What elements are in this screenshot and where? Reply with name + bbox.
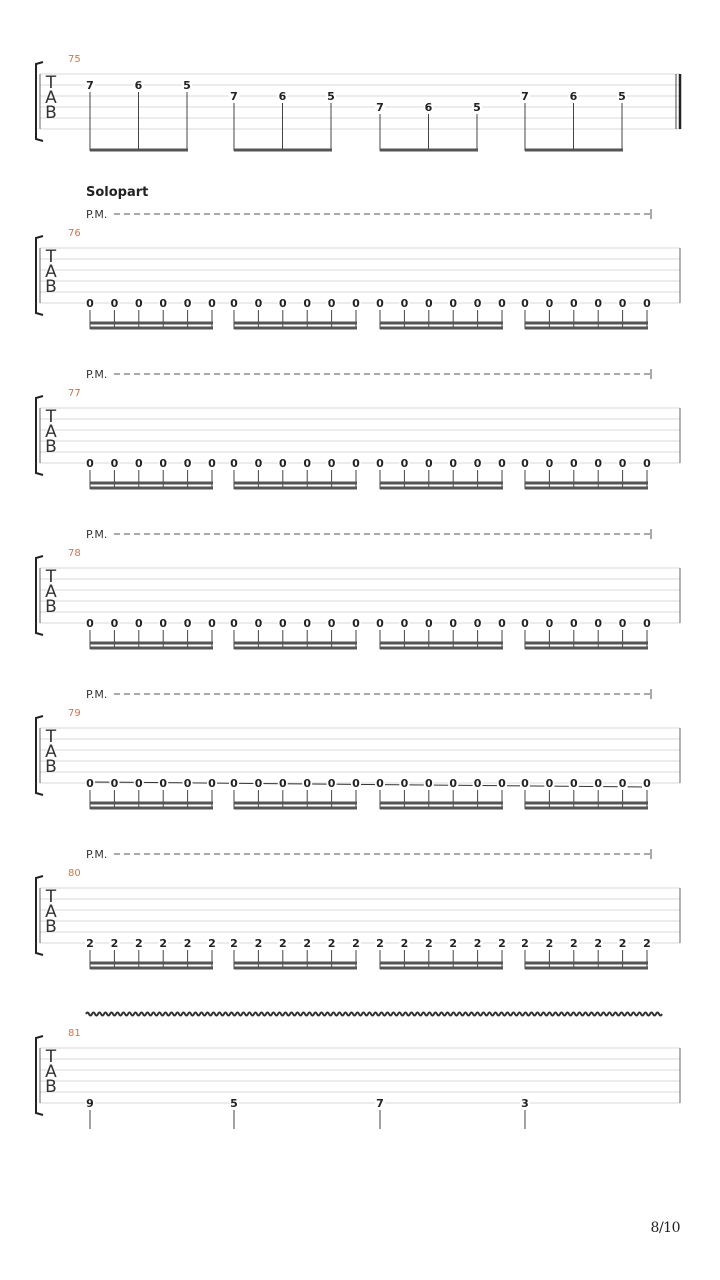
fret-number: 0 [521, 457, 529, 470]
fret-number: 0 [230, 777, 238, 790]
tab-clef-letter: T [45, 407, 57, 427]
fret-number: 0 [110, 457, 119, 470]
fret-number: 0 [183, 617, 192, 630]
fret-number: 0 [473, 297, 482, 310]
fret-number: 2 [110, 937, 119, 950]
fret-number: 0 [303, 457, 312, 470]
fret-number: 2 [498, 937, 506, 950]
fret-number: 2 [643, 937, 651, 950]
fret-number: 7 [230, 90, 238, 103]
fret-number: 0 [400, 457, 409, 470]
fret-number: 0 [86, 457, 94, 470]
fret-number: 7 [521, 90, 529, 103]
fret-number: 2 [230, 937, 238, 950]
fret-number: 0 [545, 617, 554, 630]
tab-clef-letter: B [45, 757, 57, 777]
fret-number: 0 [376, 777, 384, 790]
fret-number: 2 [521, 937, 529, 950]
fret-number: 0 [521, 777, 529, 790]
fret-number: 0 [400, 777, 409, 790]
tab-clef-letter: A [45, 902, 57, 922]
fret-number: 6 [424, 101, 433, 114]
fret-number: 0 [230, 617, 238, 630]
fret-number: 5 [183, 79, 191, 92]
fret-number: 0 [159, 777, 168, 790]
tab-clef-letter: B [45, 103, 57, 123]
fret-number: 0 [618, 617, 627, 630]
tab-clef-letter: T [45, 1047, 57, 1067]
fret-number: 0 [254, 777, 263, 790]
fret-number: 0 [594, 297, 603, 310]
fret-number: 0 [594, 457, 603, 470]
tab-clef-letter: A [45, 88, 57, 108]
tab-clef-letter: T [45, 727, 57, 747]
fret-number: 0 [449, 617, 458, 630]
fret-number: 2 [159, 937, 168, 950]
vibrato-line [86, 1013, 662, 1016]
fret-number: 0 [183, 297, 192, 310]
fret-number: 0 [424, 457, 433, 470]
fret-number: 7 [376, 1097, 384, 1110]
tab-clef-letter: A [45, 262, 57, 282]
fret-number: 0 [303, 297, 312, 310]
fret-number: 0 [498, 297, 506, 310]
fret-number: 0 [303, 777, 312, 790]
tab-clef-letter: T [45, 247, 57, 267]
fret-number: 0 [230, 297, 238, 310]
tab-clef-letter: A [45, 742, 57, 762]
fret-number: 0 [134, 457, 143, 470]
fret-number: 0 [521, 297, 529, 310]
measure-number: 80 [68, 868, 81, 879]
fret-number: 2 [208, 937, 216, 950]
fret-number: 0 [110, 617, 119, 630]
fret-number: 0 [569, 617, 578, 630]
tab-clef-letter: A [45, 582, 57, 602]
fret-number: 2 [183, 937, 192, 950]
fret-number: 0 [545, 457, 554, 470]
fret-number: 0 [424, 777, 433, 790]
tab-clef-letter: B [45, 917, 57, 937]
fret-number: 0 [183, 777, 192, 790]
fret-number: 2 [134, 937, 143, 950]
fret-number: 0 [254, 297, 263, 310]
fret-number: 0 [159, 297, 168, 310]
fret-number: 0 [594, 617, 603, 630]
fret-number: 0 [86, 297, 94, 310]
fret-number: 0 [278, 777, 287, 790]
fret-number: 5 [473, 101, 481, 114]
fret-number: 2 [473, 937, 482, 950]
fret-number: 2 [254, 937, 263, 950]
fret-number: 0 [618, 777, 627, 790]
fret-number: 0 [521, 617, 529, 630]
measure-number: 78 [68, 548, 81, 559]
tab-clef-letter: T [45, 887, 57, 907]
fret-number: 0 [278, 297, 287, 310]
fret-number: 2 [424, 937, 433, 950]
fret-number: 0 [376, 457, 384, 470]
fret-number: 2 [86, 937, 94, 950]
fret-number: 0 [303, 617, 312, 630]
fret-number: 0 [352, 777, 360, 790]
fret-number: 0 [545, 777, 554, 790]
fret-number: 0 [618, 457, 627, 470]
fret-number: 0 [424, 297, 433, 310]
page-number: 8/10 [650, 1220, 680, 1236]
fret-number: 0 [643, 777, 651, 790]
fret-number: 0 [569, 777, 578, 790]
fret-number: 0 [254, 617, 263, 630]
fret-number: 0 [643, 297, 651, 310]
fret-number: 2 [303, 937, 312, 950]
fret-number: 2 [400, 937, 409, 950]
measure-number: 81 [68, 1028, 81, 1039]
fret-number: 9 [86, 1097, 94, 1110]
fret-number: 6 [134, 79, 143, 92]
fret-number: 0 [183, 457, 192, 470]
fret-number: 0 [327, 777, 336, 790]
tab-clef-letter: B [45, 437, 57, 457]
fret-number: 0 [208, 617, 216, 630]
fret-number: 2 [545, 937, 554, 950]
fret-number: 0 [110, 297, 119, 310]
fret-number: 2 [352, 937, 360, 950]
measure-number: 75 [68, 54, 81, 65]
palm-mute-label: P.M. [86, 688, 108, 701]
fret-number: 0 [159, 457, 168, 470]
fret-number: 0 [594, 777, 603, 790]
fret-number: 0 [208, 457, 216, 470]
fret-number: 0 [376, 617, 384, 630]
fret-number: 0 [643, 457, 651, 470]
fret-number: 0 [473, 777, 482, 790]
fret-number: 2 [278, 937, 287, 950]
fret-number: 0 [134, 297, 143, 310]
fret-number: 0 [449, 457, 458, 470]
tab-clef-letter: A [45, 1062, 57, 1082]
fret-number: 0 [352, 297, 360, 310]
fret-number: 2 [618, 937, 627, 950]
fret-number: 0 [208, 297, 216, 310]
fret-number: 5 [618, 90, 626, 103]
fret-number: 0 [352, 617, 360, 630]
fret-number: 6 [278, 90, 287, 103]
tab-clef-letter: B [45, 597, 57, 617]
section-title: Solopart [86, 185, 149, 200]
palm-mute-label: P.M. [86, 368, 108, 381]
fret-number: 0 [327, 457, 336, 470]
fret-number: 0 [498, 617, 506, 630]
fret-number: 6 [569, 90, 578, 103]
fret-number: 0 [545, 297, 554, 310]
fret-number: 0 [327, 617, 336, 630]
fret-number: 5 [327, 90, 335, 103]
fret-number: 0 [473, 457, 482, 470]
palm-mute-label: P.M. [86, 528, 108, 541]
fret-number: 0 [110, 777, 119, 790]
fret-number: 0 [134, 617, 143, 630]
fret-number: 0 [278, 617, 287, 630]
fret-number: 0 [473, 617, 482, 630]
fret-number: 0 [498, 457, 506, 470]
fret-number: 0 [134, 777, 143, 790]
fret-number: 0 [159, 617, 168, 630]
measure-number: 77 [68, 388, 81, 399]
fret-number: 0 [569, 457, 578, 470]
fret-number: 0 [327, 297, 336, 310]
tab-clef-letter: A [45, 422, 57, 442]
tab-clef-letter: T [45, 73, 57, 93]
fret-number: 0 [376, 297, 384, 310]
fret-number: 2 [327, 937, 336, 950]
tab-clef-letter: T [45, 567, 57, 587]
fret-number: 3 [521, 1097, 529, 1110]
palm-mute-label: P.M. [86, 208, 108, 221]
fret-number: 0 [278, 457, 287, 470]
tab-clef-letter: B [45, 277, 57, 297]
fret-number: 2 [594, 937, 603, 950]
fret-number: 0 [400, 617, 409, 630]
fret-number: 0 [618, 297, 627, 310]
fret-number: 7 [376, 101, 384, 114]
fret-number: 0 [498, 777, 506, 790]
fret-number: 0 [208, 777, 216, 790]
fret-number: 0 [643, 617, 651, 630]
tab-clef-letter: B [45, 1077, 57, 1097]
fret-number: 0 [400, 297, 409, 310]
fret-number: 0 [424, 617, 433, 630]
measure-number: 76 [68, 228, 81, 239]
fret-number: 0 [449, 777, 458, 790]
fret-number: 2 [449, 937, 458, 950]
fret-number: 0 [86, 777, 94, 790]
fret-number: 0 [230, 457, 238, 470]
measure-number: 79 [68, 708, 81, 719]
fret-number: 7 [86, 79, 94, 92]
fret-number: 5 [230, 1097, 238, 1110]
fret-number: 2 [569, 937, 578, 950]
fret-number: 2 [376, 937, 384, 950]
fret-number: 0 [569, 297, 578, 310]
fret-number: 0 [352, 457, 360, 470]
palm-mute-label: P.M. [86, 848, 108, 861]
fret-number: 0 [254, 457, 263, 470]
fret-number: 0 [449, 297, 458, 310]
fret-number: 0 [86, 617, 94, 630]
